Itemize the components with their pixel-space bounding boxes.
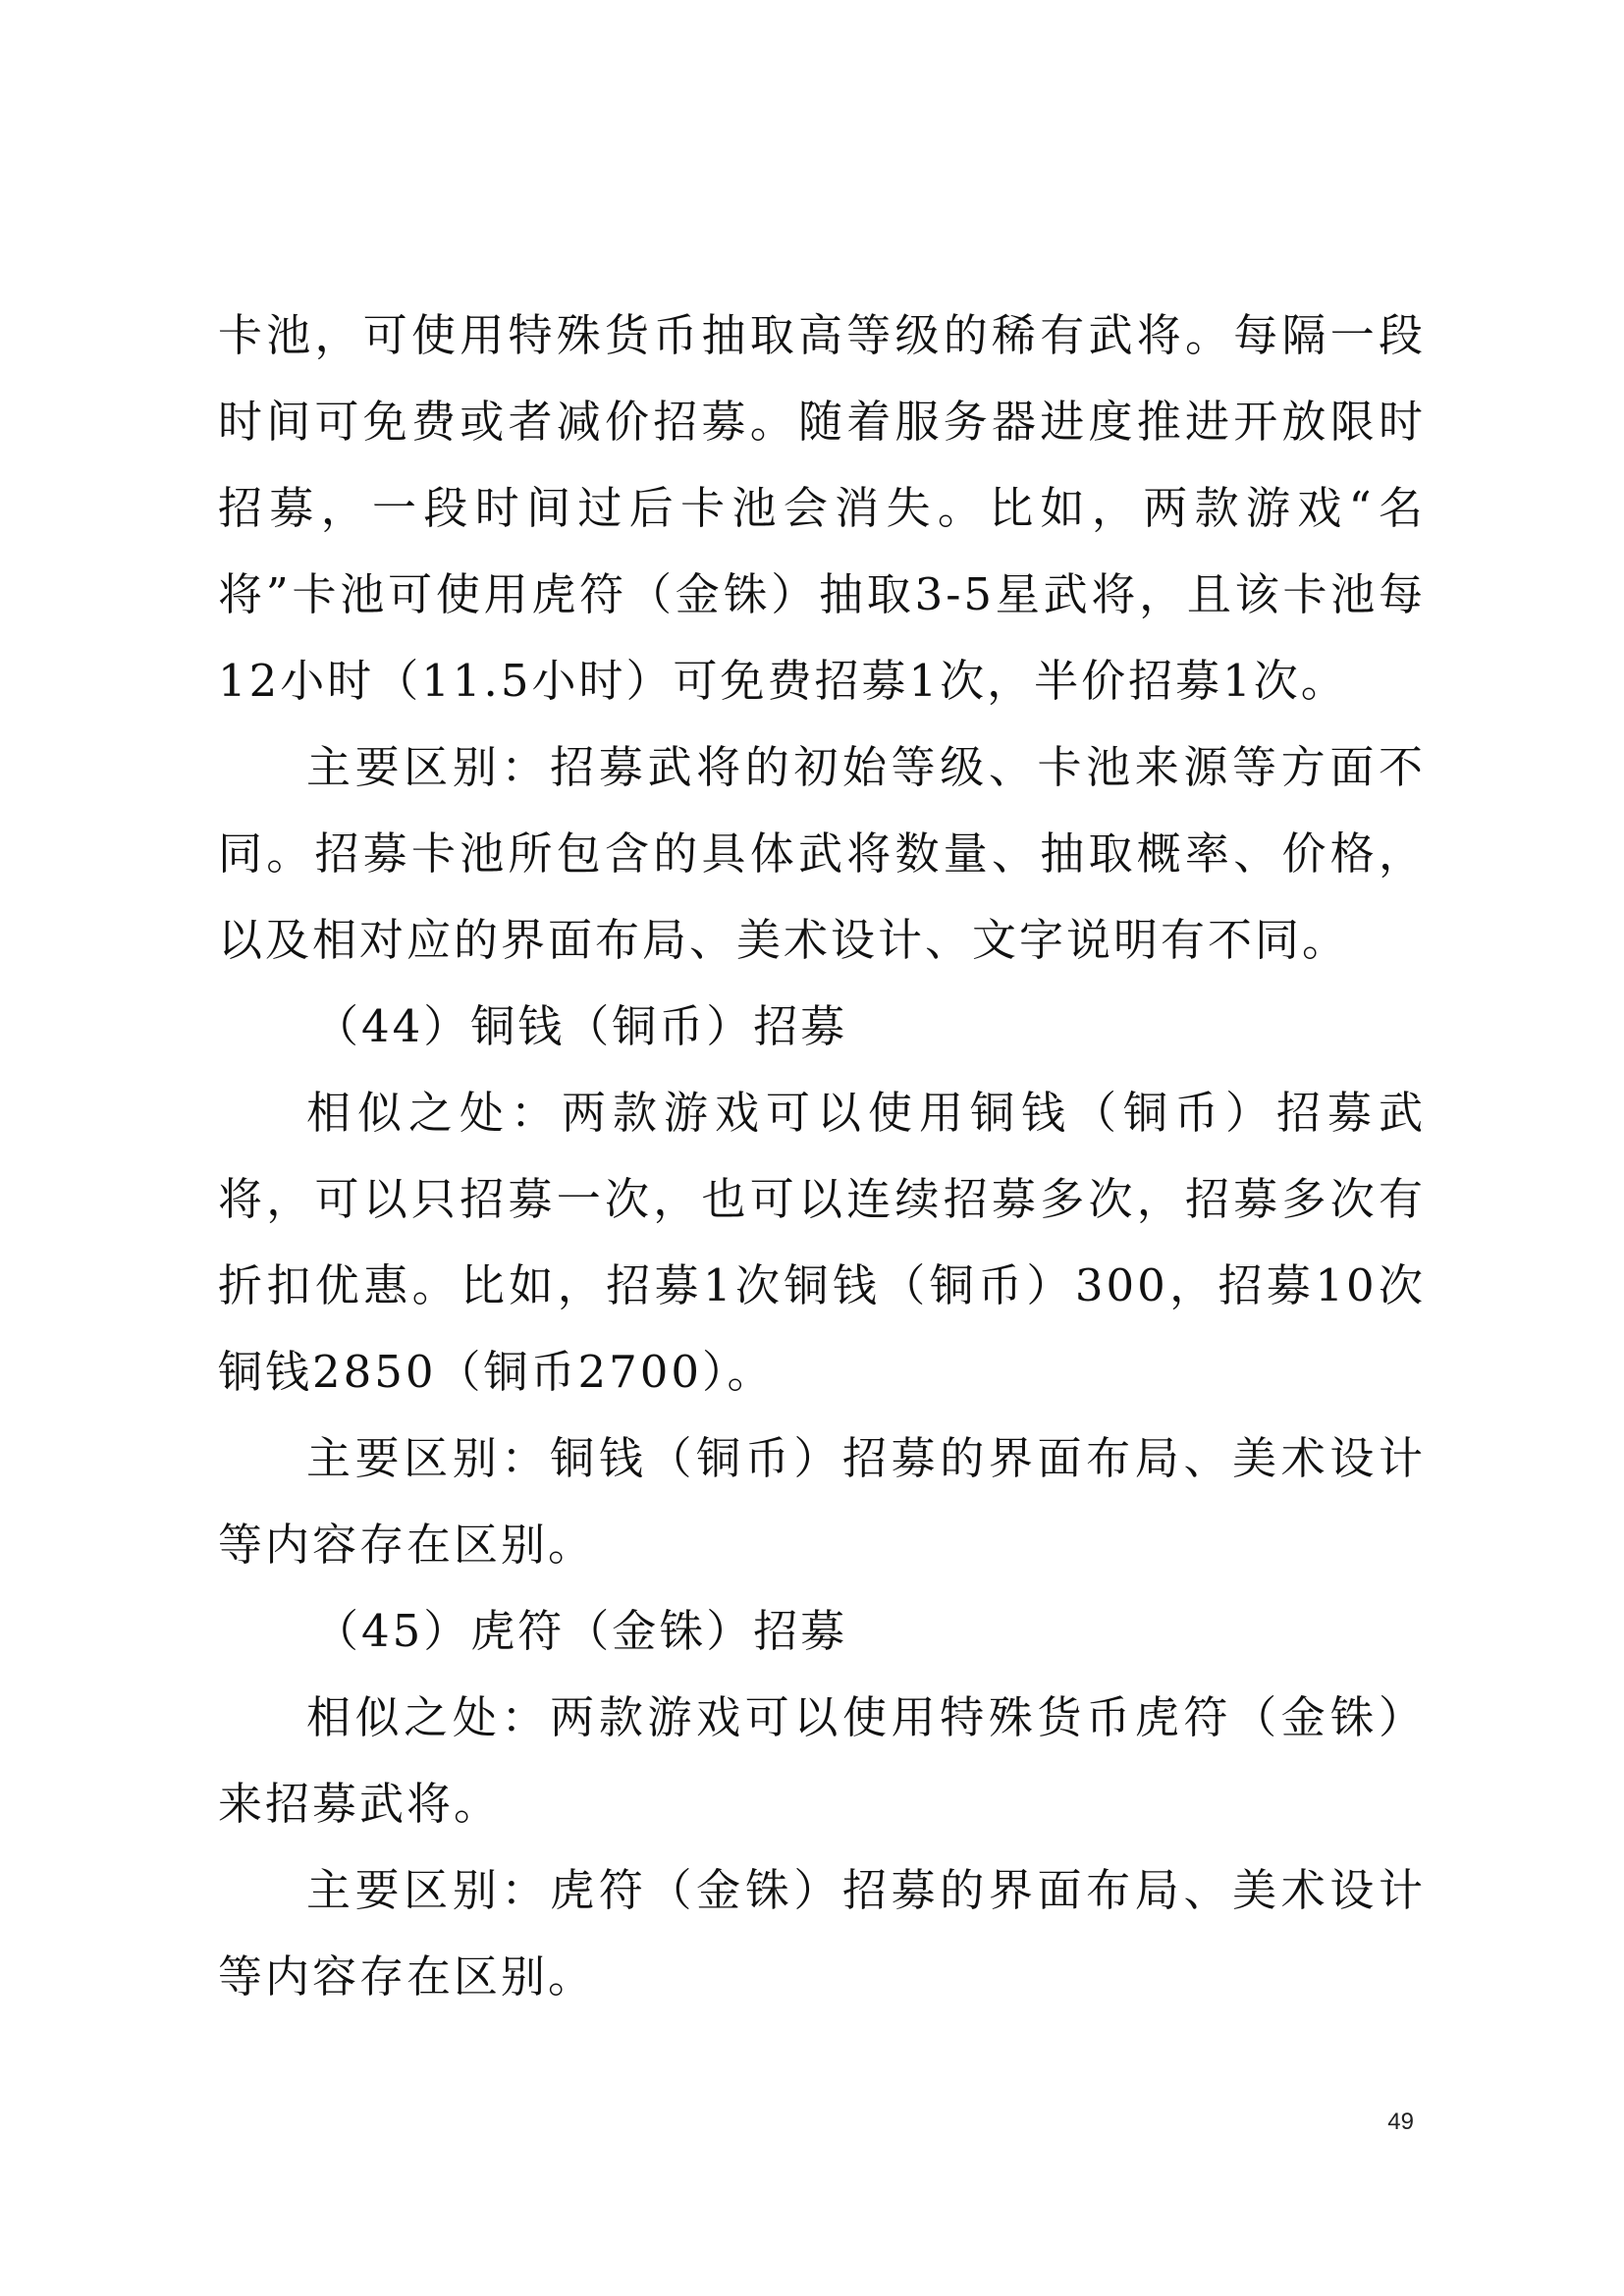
paragraph-main-differences-44: 主要区别：铜钱（铜币）招募的界面布局、美术设计等内容存在区别。 — [218, 1432, 1426, 1571]
paragraph-similarities-44: 相似之处：两款游戏可以使用铜钱（铜币）招募武将，可以只招募一次，也可以连续招募多次，招募多次有折扣优惠。比如，招募1次铜钱（铜币）300，招募10次铜钱2850（铜币2700）。 — [218, 1087, 1426, 1398]
paragraph-main-differences-45: 主要区别：虎符（金铢）招募的界面布局、美术设计等内容存在区别。 — [218, 1864, 1426, 2002]
document-body — [218, 293, 1426, 2020]
page-number: 49 — [1387, 2109, 1414, 2135]
paragraph-card-pool-continued: 卡池，可使用特殊货币抽取高等级的稀有武将。每隔一段时间可免费或者减价招募。随着服务器进度推进开放限时招募，一段时间过后卡池会消失。比如，两款游戏“名将”卡池可使用虎符（金铢）抽取3-5星武将，且该卡池每12小时（11.5小时）可免费招募1次，半价招募1次。 — [218, 309, 1426, 707]
section-heading-45: （45）虎符（金铢）招募 — [314, 1605, 848, 1657]
section-heading-44: （44）铜钱（铜币）招募 — [314, 1000, 848, 1052]
paragraph-similarities-45: 相似之处：两款游戏可以使用特殊货币虎符（金铢）来招募武将。 — [218, 1691, 1426, 1830]
paragraph-main-differences-card-pool: 主要区别：招募武将的初始等级、卡池来源等方面不同。招募卡池所包含的具体武将数量、抽取概率、价格，以及相对应的界面布局、美术设计、文字说明有不同。 — [218, 741, 1426, 966]
